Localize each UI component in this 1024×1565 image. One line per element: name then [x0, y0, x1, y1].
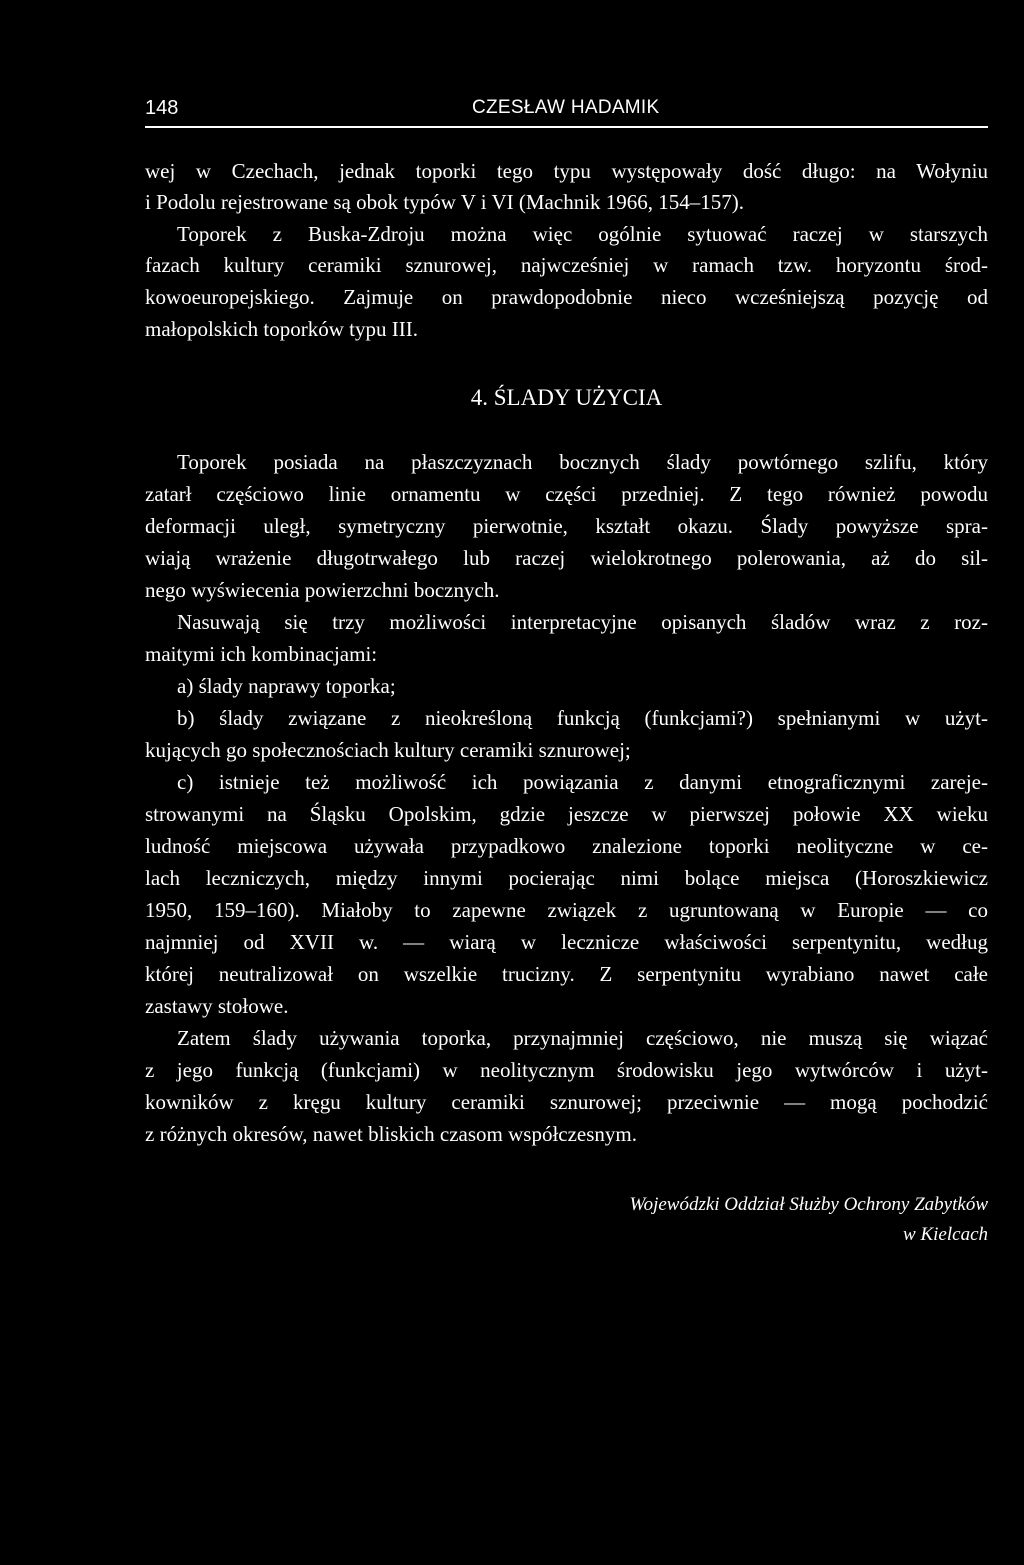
paragraph-line: fazach kultury ceramiki sznurowej, najwcześniej w ramach tzw. horyzontu środ- [145, 253, 988, 277]
affiliation-line: Wojewódzki Oddział Służby Ochrony Zabytków [629, 1194, 988, 1215]
list-item-c-continuation: której neutralizował on wszelkie trucizny. Z serpentynitu wyrabiano nawet całe [145, 962, 988, 986]
paragraph-line: wej w Czechach, jednak toporki tego typu występowały dość długo: na Wołyniu [145, 159, 988, 183]
paragraph-line: Zatem ślady używania toporka, przynajmniej częściowo, nie muszą się wiązać [177, 1026, 988, 1050]
paragraph-line: z różnych okresów, nawet bliskich czasom współczesnym. [145, 1122, 637, 1146]
paragraph-line: kowników z kręgu kultury ceramiki sznurowej; przeciwnie — mogą pochodzić [145, 1090, 988, 1114]
paragraph-line: maitymi ich kombinacjami: [145, 642, 378, 666]
paragraph-line: Nasuwają się trzy możliwości interpretacyjne opisanych śladów wraz z roz- [177, 610, 988, 634]
list-item-a: a) ślady naprawy toporka; [177, 674, 396, 698]
list-item-c-continuation: najmniej od XVII w. — wiarą w lecznicze właściwości serpentynitu, według [145, 930, 988, 954]
paragraph-line: kowoeuropejskiego. Zajmuje on prawdopodobnie nieco wcześniejszą pozycję od [145, 285, 988, 309]
page-number: 148 [145, 97, 179, 119]
paragraph-line: i Podolu rejestrowane są obok typów V i VI (Machnik 1966, 154–157). [145, 190, 745, 214]
paragraph-line: Toporek z Buska-Zdroju można więc ogólnie sytuować raczej w starszych [177, 222, 988, 246]
paragraph-line: z jego funkcją (funkcjami) w neolitycznym środowisku jego wytwórców i użyt- [145, 1058, 988, 1082]
paragraph-line: wiają wrażenie długotrwałego lub raczej wielokrotnego polerowania, aż do sil- [145, 546, 988, 570]
section-heading: 4. ŚLADY UŻYCIA [470, 385, 663, 410]
paragraph-line: nego wyświecenia powierzchni bocznych. [145, 578, 500, 602]
list-item-c-continuation: 1950, 159–160). Miałoby to zapewne związek z ugruntowaną w Europie — co [145, 898, 988, 922]
list-item-c-continuation: lach leczniczych, między innymi pocierając nimi bolące miejsca (Horoszkiewicz [145, 866, 988, 890]
list-item-c-continuation: strowanymi na Śląsku Opolskim, gdzie jeszcze w pierwszej połowie XX wieku [145, 802, 988, 826]
list-item-c-continuation: ludność miejscowa używała przypadkowo znalezione toporki neolityczne w ce- [145, 834, 988, 858]
affiliation-line: w Kielcach [903, 1224, 988, 1245]
list-item-c: c) istnieje też możliwość ich powiązania z danymi etnograficznymi zareje- [177, 770, 988, 794]
paragraph-line: zatarł częściowo linie ornamentu w części przedniej. Z tego również powodu [145, 482, 988, 506]
running-title: CZESŁAW HADAMIK [472, 97, 660, 118]
list-item-b-continuation: kujących go społecznościach kultury ceramiki sznurowej; [145, 738, 631, 762]
paragraph-line: deformacji uległ, symetryczny pierwotnie, kształt okazu. Ślady powyższe spra- [145, 514, 988, 538]
list-item-c-continuation: zastawy stołowe. [145, 994, 289, 1018]
paragraph-line: Toporek posiada na płaszczyznach bocznych ślady powtórnego szlifu, który [177, 450, 988, 474]
page-header [145, 96, 988, 128]
list-item-b: b) ślady związane z nieokreśloną funkcją (funkcjami?) spełnianymi w użyt- [177, 706, 988, 730]
paragraph-line: małopolskich toporków typu III. [145, 317, 418, 341]
